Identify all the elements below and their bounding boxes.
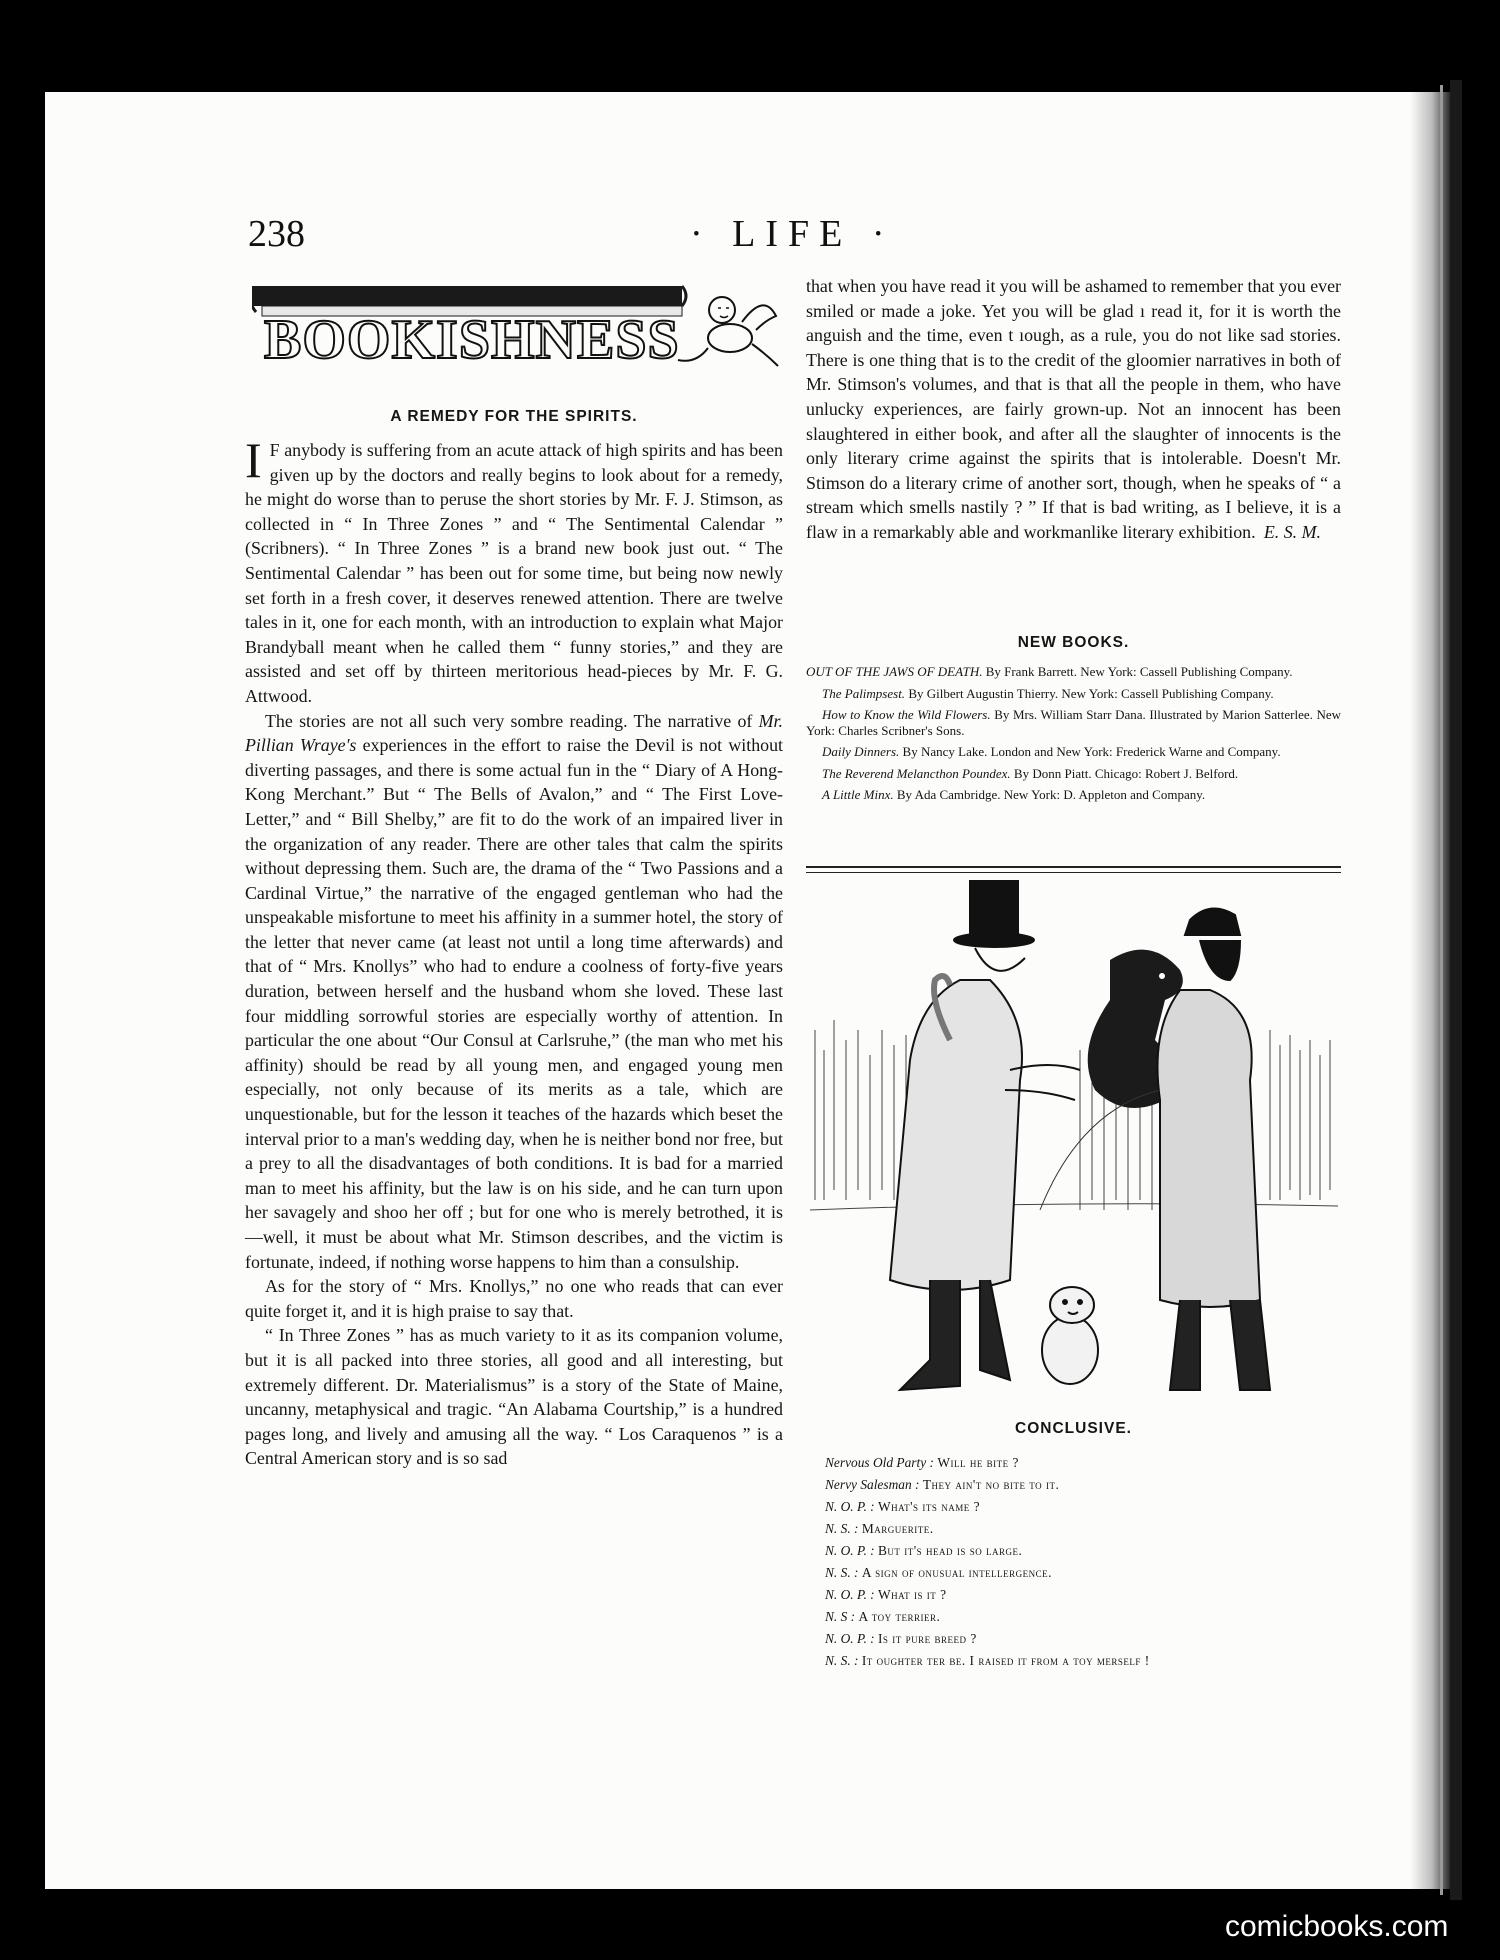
new-books-list: [806, 664, 1341, 809]
dialogue-line: N. S : A toy terrier.: [825, 1609, 941, 1624]
dialogue-line: N. S. : It oughter ter be. I raised it from a toy merself !: [825, 1653, 1150, 1668]
cartoon-dialogue: [825, 1452, 1345, 1672]
cartoon-caption: CONCLUSIVE.: [1015, 1420, 1132, 1437]
article-column-right: [806, 274, 1341, 545]
cherub-icon: [678, 297, 778, 366]
dialogue-line: N. O. P. : But it's head is so large.: [825, 1543, 1023, 1558]
dialogue-line: Nervy Salesman : They ain't no bite to it.: [825, 1477, 1060, 1492]
book-entry: How to Know the Wild Flowers. By Mrs. William Starr Dana. Illustrated by Marion Satterlee. New York: Charles Scribner's Sons.: [806, 707, 1341, 738]
article-paragraph-2: The stories are not all such very sombre reading. The narrative of Mr. Pillian Wraye's experiences in the effort to raise the Devil is not without diverting passages, and there is some actual fun in the “ Diary of A Hong-Kong Merchant.” But “ The Bells of Avalon,” and “ The First Love-Letter,” and “ Bill Shelby,” are fit to do the work of an impaired liver in the organization of any reader. There are other tales that calm the spirits without depressing them. Such are, the drama of the “ Two Passions and a Cardinal Virtue,” the narrative of the engaged gentleman who had the unspeakable misfortune to meet his affinity in a summer hotel, the story of the letter that never came (at least not until a long time afterwards) and that of “ Mrs. Knollys” who had to endure a coolness of forty-five years duration, between herself and the husband whom she loved. These last four middling sorrowful stories are especially worthy of attention. In particular the one about “Our Consul at Carlsruhe,” (the man who met his affinity) should be read by all young men, and engaged young men especially, not only because of its merits as a tale, which are unquestionable, but for the lesson it teaches of the hazards which beset the interval prior to a man's wedding day, when he is neither bond nor free, but a prey to all the disadvantages of both conditions. It is bad for a married man to meet his affinity, but the law is on his side, and he can turn upon her savagely and shoo her off ; but for one who is merely betrothed, it is —well, it must be about what Mr. Stimson describes, and the victim is fortunate, indeed, if nothing worse happens to him than a consulship.: [245, 710, 784, 1272]
book-entry: The Reverend Melancthon Poundex. By Donn Piatt. Chicago: Robert J. Belford.: [822, 765, 1239, 781]
article-heading: A REMEDY FOR THE SPIRITS.: [390, 408, 638, 425]
page-number: 238: [248, 213, 305, 255]
article-paragraph-1: I F anybody is suffering from an acute attack of high spirits and has been given up by the doctors and really begins to look about for a remedy, he might do worse than to peruse the short stories by Mr. F. J. Stimson, as collected in “ In Three Zones ” and “ The Sentimental Calendar ” (Scribners). “ In Three Zones ” is a brand new book just out. “ The Sentimental Calendar ” has been out for some time, but being now newly set forth in a fresh cover, it deserves renewed attention. There are twelve tales in it, one for each month, with an introduction to explain what Major Brandyball meant when he called them “ funny stories,” and they are assisted and set off by thirteen meritorious head-pieces by Mr. F. G. Attwood.: [245, 432, 783, 706]
magazine-title: · LIFE ·: [690, 213, 895, 255]
dialogue-line: N. O. P. : Is it pure breed ?: [825, 1631, 977, 1646]
author-signature: E. S. M.: [1263, 521, 1321, 542]
dialogue-line: N. O. P. : What's its name ?: [825, 1499, 981, 1514]
banner-text: BOOKISHNESS: [264, 309, 680, 371]
new-books-heading: NEW BOOKS.: [1017, 634, 1130, 651]
cartoon-illustration: [810, 880, 1338, 1415]
bookishness-banner: [252, 272, 782, 372]
facing-page-edge: [1450, 80, 1462, 1900]
page-edge-line: [1440, 85, 1443, 1895]
article-paragraph-3: As for the story of “ Mrs. Knollys,” no one who reads that can ever quite forget it, and it is high praise to say that.: [245, 1276, 783, 1321]
dialogue-line: N. S. : Marguerite.: [825, 1521, 934, 1536]
dialogue-line: Nervous Old Party : Will he bite ?: [825, 1455, 1019, 1470]
divider-rule-thin: [806, 872, 1341, 873]
article-column-left: [245, 432, 784, 1471]
watermark: comicbooks.com: [1225, 1910, 1449, 1943]
bulldog-figure: [1042, 1287, 1098, 1384]
article-paragraph-4: “ In Three Zones ” has as much variety to it as its companion volume, but it is all packed into three stories, all good and all interesting, but extremely different. Dr. Materialismus” is a story of the State of Maine, uncanny, metaphysical and tragic. “An Alabama Courtship,” is a hundred pages long, and lively and amusing all the way. “ Los Caraquenos ” is a Central American story and is so sad: [245, 1325, 783, 1469]
book-entry: OUT OF THE JAWS OF DEATH. By Frank Barrett. New York: Cassell Publishing Company.: [806, 664, 1293, 679]
drop-cap: I: [245, 432, 262, 488]
dialogue-line: N. O. P. : What is it ?: [825, 1587, 947, 1602]
article-paragraph-5: that when you have read it you will be ashamed to remember that you ever smiled or made a joke. Yet you will be glad ı read it, for it is worth the anguish and the time, even t ıough, as a rule, you do not like sad stories. There is one thing that is to the credit of the gloomier narratives in both of Mr. Stimson's volumes, and that is that all the people in them, who have unlucky experiences, are fairly grown-up. Not an innocent has been slaughtered in either book, and after all the slaughter of innocents is the only literary crime against the spirits that is intolerable. Doesn't Mr. Stimson do a literary crime of another sort, though, when he speaks of “ a stream which smells nastily ? ” If that is bad writing, as I believe, it is a flaw in a remarkably able and workmanlike literary exhibition. E. S. M.: [806, 274, 1341, 545]
page-gutter-shadow: [1410, 92, 1450, 1889]
book-entry: A Little Minx. By Ada Cambridge. New York: D. Appleton and Company.: [822, 787, 1206, 802]
book-entry: Daily Dinners. By Nancy Lake. London and New York: Frederick Warne and Company.: [822, 744, 1281, 759]
divider-rule: [806, 866, 1341, 868]
dialogue-line: N. S. : A sign of onusual intellergence.: [825, 1565, 1053, 1580]
book-entry: The Palimpsest. By Gilbert Augustin Thierry. New York: Cassell Publishing Company.: [822, 685, 1274, 701]
